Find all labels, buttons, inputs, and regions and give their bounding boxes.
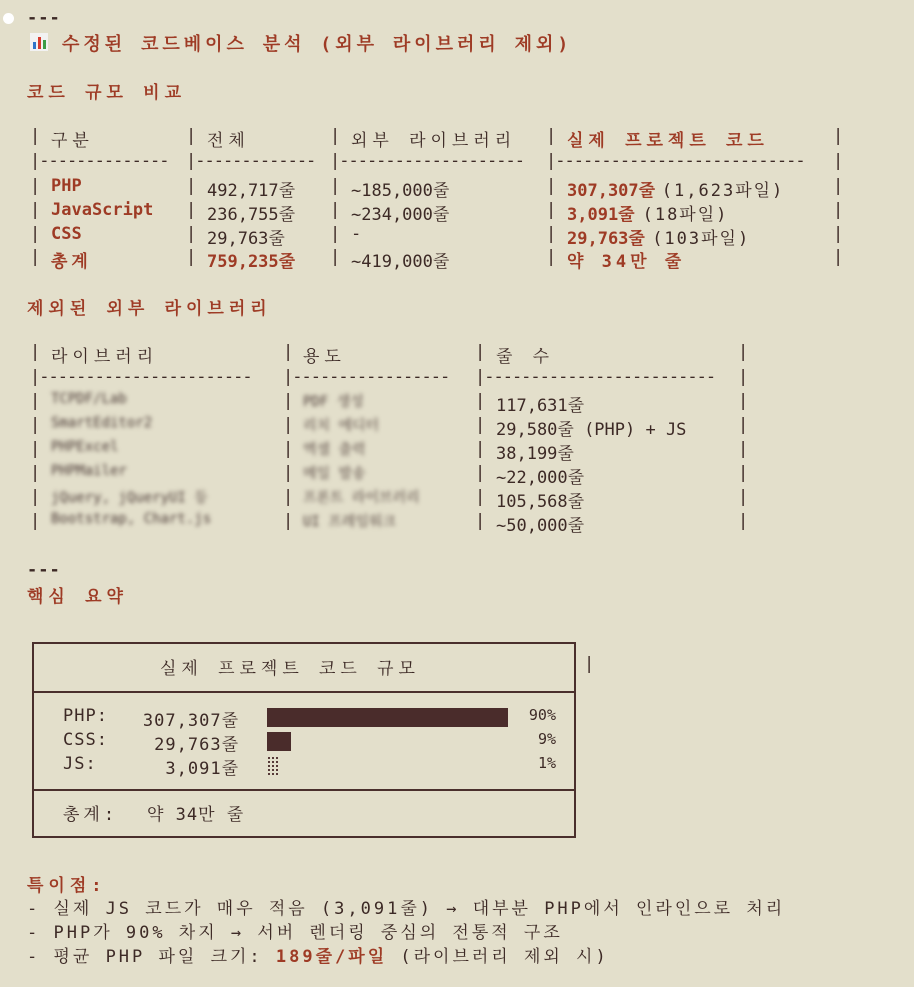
section-heading-code-size: 코드 규모 비교 bbox=[27, 83, 187, 103]
table-pipe: | bbox=[30, 126, 41, 146]
note-bullet: - bbox=[27, 899, 54, 919]
row-note: (1,623파일) bbox=[661, 181, 785, 201]
table-pipe: | bbox=[186, 224, 197, 244]
table-pipe: | bbox=[546, 176, 557, 196]
table-header-3: 실제 프로젝트 코드 bbox=[567, 131, 769, 151]
box-divider-bottom bbox=[34, 789, 574, 791]
box-divider-top bbox=[34, 691, 574, 693]
note-item bbox=[27, 894, 785, 919]
library-name: Bootstrap, Chart.js bbox=[51, 511, 212, 527]
row-actual: 29,763줄 bbox=[567, 229, 645, 249]
note-text: PHP가 90% 차지 → 서버 렌더링 중심의 전통적 구조 bbox=[53, 923, 563, 943]
table-header-2: 외부 라이브러리 bbox=[351, 131, 517, 151]
library-name: TCPDF/Lab bbox=[51, 391, 127, 407]
table-header-0: 구분 bbox=[51, 131, 94, 151]
library-name: jQuery, jQueryUI 등 bbox=[51, 490, 208, 506]
row-actual: 3,091줄 bbox=[567, 205, 635, 225]
section-heading-summary: 핵심 요약 bbox=[27, 587, 128, 607]
table-pipe: | bbox=[186, 247, 197, 267]
table-pipe: | bbox=[546, 224, 557, 244]
library-lines: 29,580줄 (PHP) + JS bbox=[496, 420, 687, 440]
row-language: JavaScript bbox=[51, 200, 154, 220]
summary-box bbox=[32, 642, 595, 838]
row-total: 29,763줄 bbox=[207, 229, 285, 249]
note-text: 평균 PHP 파일 크기: bbox=[53, 947, 276, 967]
library-purpose: 리치 에디터 bbox=[303, 418, 380, 434]
table-separator: |----------------- bbox=[283, 367, 450, 387]
section-heading-excluded-libraries: 제외된 외부 라이브러리 bbox=[27, 299, 272, 319]
table-pipe: | bbox=[30, 342, 41, 362]
table-pipe: | bbox=[30, 391, 41, 411]
table-pipe: | bbox=[330, 200, 341, 220]
table-pipe: | bbox=[30, 247, 41, 267]
table-separator: |------------------------- bbox=[475, 367, 716, 387]
table-separator: |-------------- bbox=[30, 151, 169, 171]
library-name: PHPMailer bbox=[51, 463, 127, 479]
note-suffix: (라이브러리 제외 시) bbox=[387, 947, 609, 967]
table-separator: | bbox=[738, 367, 748, 387]
page-title: 수정된 코드베이스 분석 (외부 라이브러리 제외) bbox=[62, 34, 573, 55]
row-language: 총계 bbox=[51, 252, 92, 272]
table-pipe: | bbox=[475, 439, 486, 459]
table-header-0: 라이브러리 bbox=[51, 347, 159, 367]
row-language: CSS bbox=[51, 224, 82, 244]
row-total: 236,755줄 bbox=[207, 205, 296, 225]
table-pipe: | bbox=[475, 415, 486, 435]
table-separator: |--------------------------- bbox=[546, 151, 805, 171]
box-stray-pipe: | bbox=[584, 654, 595, 674]
library-lines: 105,568줄 bbox=[496, 492, 585, 512]
row-external: - bbox=[351, 224, 362, 244]
table-pipe: | bbox=[283, 342, 294, 362]
notes-heading: 특이점: bbox=[27, 876, 107, 896]
library-purpose: 엑셀 출력 bbox=[303, 442, 366, 458]
table-pipe: | bbox=[283, 463, 294, 483]
table-pipe: | bbox=[186, 126, 197, 146]
table-header-1: 전체 bbox=[207, 131, 250, 151]
bar-chart-icon bbox=[30, 33, 48, 51]
library-name: SmartEditor2 bbox=[51, 415, 153, 431]
table-pipe: | bbox=[738, 487, 749, 507]
table-pipe: | bbox=[330, 126, 341, 146]
library-purpose: 프론트 라이브러리 bbox=[303, 490, 420, 506]
summary-bar bbox=[267, 708, 508, 727]
table-pipe: | bbox=[283, 415, 294, 435]
table-pipe: | bbox=[738, 439, 749, 459]
table-pipe: | bbox=[546, 247, 557, 267]
table-pipe: | bbox=[738, 511, 749, 531]
table-header-2: 줄 수 bbox=[496, 347, 555, 367]
summary-percent: 90% bbox=[528, 706, 556, 724]
horizontal-rule-2: --- bbox=[27, 560, 61, 580]
row-external: ~185,000줄 bbox=[351, 181, 450, 201]
table-pipe: | bbox=[833, 126, 844, 146]
summary-bar bbox=[267, 756, 279, 775]
summary-box-title: 실제 프로젝트 코드 규모 bbox=[160, 659, 420, 679]
note-highlight: 189줄/파일 bbox=[275, 947, 388, 967]
table-pipe: | bbox=[833, 176, 844, 196]
summary-value: 29,763줄 bbox=[154, 735, 239, 755]
table-pipe: | bbox=[475, 342, 486, 362]
table-separator: |-------------------- bbox=[330, 151, 524, 171]
library-purpose: UI 프레임워크 bbox=[303, 514, 396, 530]
note-bullet: - bbox=[27, 947, 54, 967]
library-lines: 38,199줄 bbox=[496, 444, 574, 464]
table-pipe: | bbox=[30, 224, 41, 244]
status-dot bbox=[3, 13, 14, 24]
table-pipe: | bbox=[30, 487, 41, 507]
summary-label: PHP: bbox=[63, 706, 108, 726]
table-pipe: | bbox=[330, 247, 341, 267]
library-lines: ~50,000줄 bbox=[496, 516, 585, 536]
table-separator: |------------- bbox=[186, 151, 316, 171]
table-pipe: | bbox=[330, 176, 341, 196]
table-pipe: | bbox=[738, 463, 749, 483]
summary-bar bbox=[267, 732, 291, 751]
summary-total-value: 약 34만 줄 bbox=[147, 805, 245, 825]
summary-label: CSS: bbox=[63, 730, 108, 750]
row-actual: 307,307줄 bbox=[567, 181, 656, 201]
summary-total-label: 총계: bbox=[63, 805, 119, 825]
row-external: ~419,000줄 bbox=[351, 252, 450, 272]
library-purpose: PDF 생성 bbox=[303, 394, 364, 410]
library-purpose: 메일 발송 bbox=[303, 466, 366, 482]
row-external: ~234,000줄 bbox=[351, 205, 450, 225]
table-header-1: 용도 bbox=[303, 347, 346, 367]
summary-value: 3,091줄 bbox=[165, 759, 239, 779]
note-item bbox=[27, 942, 609, 967]
table-pipe: | bbox=[283, 391, 294, 411]
library-lines: ~22,000줄 bbox=[496, 468, 585, 488]
table-pipe: | bbox=[283, 511, 294, 531]
row-language: PHP bbox=[51, 176, 82, 196]
summary-percent: 1% bbox=[537, 754, 556, 772]
table-separator: |----------------------- bbox=[30, 367, 252, 387]
note-bullet: - bbox=[27, 923, 54, 943]
table-pipe: | bbox=[30, 463, 41, 483]
table-separator: | bbox=[833, 151, 843, 171]
row-total: 492,717줄 bbox=[207, 181, 296, 201]
summary-label: JS: bbox=[63, 754, 97, 774]
table-pipe: | bbox=[475, 487, 486, 507]
table-pipe: | bbox=[738, 342, 749, 362]
note-text: 실제 JS 코드가 매우 적음 (3,091줄) → 대부분 PHP에서 인라인으로 처리 bbox=[53, 899, 786, 919]
table-pipe: | bbox=[186, 176, 197, 196]
library-lines: 117,631줄 bbox=[496, 396, 585, 416]
table-pipe: | bbox=[283, 439, 294, 459]
table-pipe: | bbox=[30, 511, 41, 531]
summary-value: 307,307줄 bbox=[142, 711, 239, 731]
table-pipe: | bbox=[546, 200, 557, 220]
table-pipe: | bbox=[330, 224, 341, 244]
table-pipe: | bbox=[475, 463, 486, 483]
note-item bbox=[27, 918, 563, 943]
row-total: 759,235줄 bbox=[207, 252, 296, 272]
row-actual: 약 34만 줄 bbox=[567, 252, 686, 272]
summary-percent: 9% bbox=[537, 730, 556, 748]
table-pipe: | bbox=[186, 200, 197, 220]
table-pipe: | bbox=[30, 415, 41, 435]
table-pipe: | bbox=[738, 415, 749, 435]
horizontal-rule: --- bbox=[27, 8, 61, 28]
row-note: (18파일) bbox=[642, 205, 729, 225]
table-pipe: | bbox=[30, 439, 41, 459]
table-pipe: | bbox=[283, 487, 294, 507]
table-pipe: | bbox=[30, 200, 41, 220]
table-pipe: | bbox=[833, 247, 844, 267]
table-pipe: | bbox=[30, 176, 41, 196]
table-pipe: | bbox=[546, 126, 557, 146]
table-pipe: | bbox=[833, 200, 844, 220]
table-pipe: | bbox=[833, 224, 844, 244]
table-pipe: | bbox=[475, 511, 486, 531]
library-name: PHPExcel bbox=[51, 439, 119, 455]
table-pipe: | bbox=[738, 391, 749, 411]
row-note: (103파일) bbox=[652, 229, 751, 249]
table-pipe: | bbox=[475, 391, 486, 411]
